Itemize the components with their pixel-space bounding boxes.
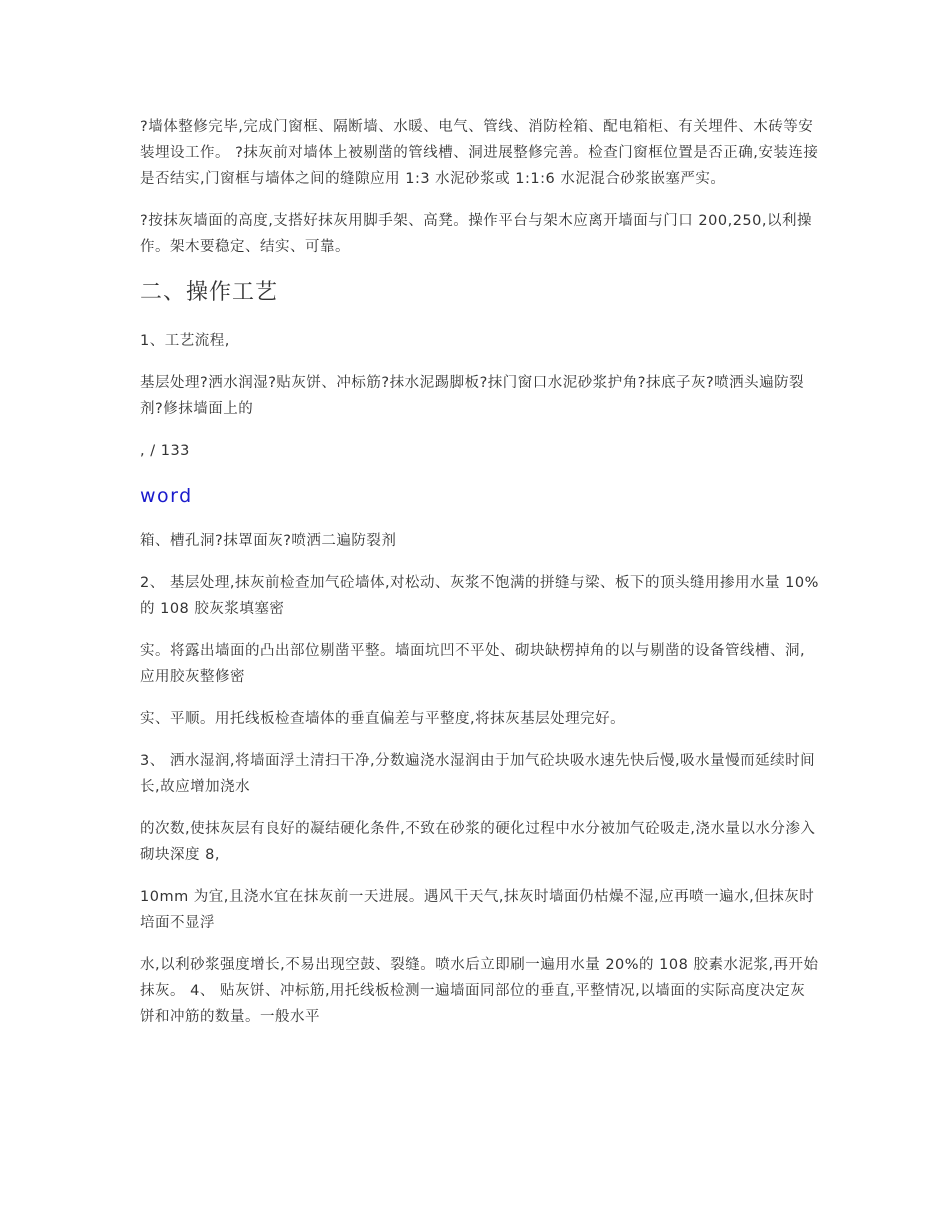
- paragraph-watering: 3、 洒水湿润,将墙面浮土清扫干净,分数遍浇水湿润由于加气砼块吸水速先快后慢,吸水量慢而延续时间长,故应增加浇水: [140, 753, 816, 795]
- paragraph-watering-cont: 的次数,使抹灰层有良好的凝结硬化条件,不致在砂浆的硬化过程中水分被加气砼吸走,浇水量以水分渗入砌块深度 8,: [140, 821, 816, 863]
- paragraph-preparation-2: ?按抹灰墙面的高度,支搭好抹灰用脚手架、高凳。操作平台与架木应离开墙面与门口 200,250,以利操作。架木要稳定、结实、可靠。: [140, 213, 812, 255]
- paragraph-process-title: 1、工艺流程,: [140, 333, 230, 349]
- paragraph-base-treatment: 2、 基层处理,抹灰前检查加气砼墙体,对松动、灰浆不饱满的拼缝与梁、板下的顶头缝用掺用水量 10%的 108 胶灰浆填塞密: [140, 575, 819, 617]
- paragraph-process-flow: 基层处理?洒水润湿?贴灰饼、冲标筋?抹水泥踢脚板?抹门窗口水泥砂浆护角?抹底子灰?喷洒头遍防裂剂?修抹墙面上的: [140, 375, 805, 417]
- word-label: word: [140, 485, 193, 507]
- paragraph-base-treatment-cont: 实。将露出墙面的凸出部位剔凿平整。墙面坑凹不平处、砌块缺楞掉角的以与剔凿的设备管线槽、洞,应用胶灰整修密: [140, 643, 806, 685]
- paragraph-watering-end: 水,以利砂浆强度增长,不易出现空鼓、裂缝。喷水后立即刷一遍用水量 20%的 108 胶素水泥浆,再开始抹灰。 4、 贴灰饼、冲标筋,用托线板检测一遍墙面同部位的垂直,平整情况,以墙面的实际高度决定灰饼和冲筋的数量。一般水平: [140, 957, 819, 1025]
- paragraph-process-flow-cont: 箱、槽孔洞?抹罩面灰?喷洒二遍防裂剂: [140, 533, 397, 549]
- paragraph-watering-timing: 10mm 为宜,且浇水宜在抹灰前一天进展。遇风干天气,抹灰时墙面仍枯燥不湿,应再喷一遍水,但抹灰时培面不显浮: [140, 889, 815, 931]
- paragraph-base-treatment-end: 实、平顺。用托线板检查墙体的垂直偏差与平整度,将抹灰基层处理完好。: [140, 711, 626, 727]
- section-heading: 二、操作工艺: [140, 280, 279, 305]
- page-number: , / 133: [140, 443, 190, 459]
- paragraph-preparation-1: ?墙体整修完毕,完成门窗框、隔断墙、水暖、电气、管线、消防栓箱、配电箱柜、有关埋件、木砖等安装埋设工作。 ?抹灰前对墙体上被剔凿的管线槽、洞进展整修完善。检查门窗框位置是否正确,安装连接是否结实,门窗框与墙体之间的缝隙应用 1:3 水泥砂浆或 1:1:6 水泥混合砂浆嵌塞严实。: [140, 119, 819, 187]
- document-page: [140, 114, 820, 1046]
